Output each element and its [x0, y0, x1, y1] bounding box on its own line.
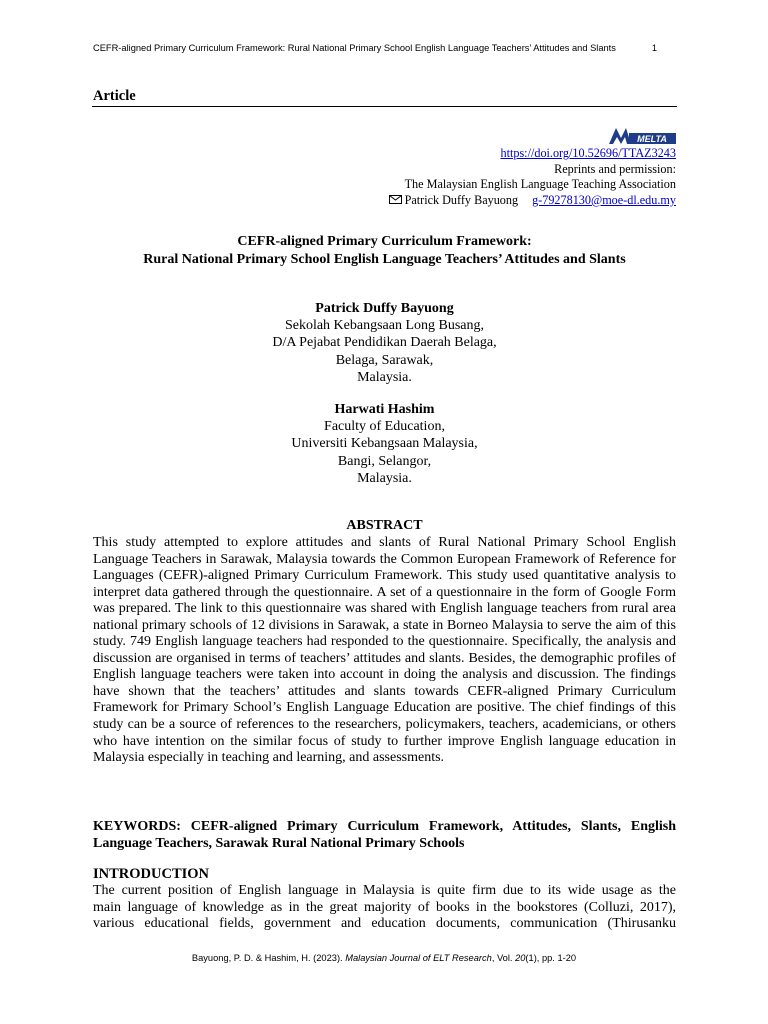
reprints-line-2: The Malaysian English Language Teaching Association	[404, 177, 676, 192]
introduction-line: The current position of English language in Malaysia is quite firm due to its wide usage as the	[93, 883, 676, 898]
keywords: KEYWORDS: CEFR-aligned Primary Curriculum Framework, Attitudes, Slants, English Language Teachers, Sarawak Rural National Primary Schools	[93, 819, 676, 851]
introduction-heading: INTRODUCTION	[93, 866, 210, 882]
abstract-text: This study attempted to explore attitudes and slants of Rural National Primary School English Language Teachers in Sarawak, Malaysia towards the Common European Framework of Reference for Languages (CEFR)-aligned Primary Curriculum Framework. This study used quantitative analysis to interpret data gathered through the questionnaire. A set of a questionnaire in the form of Google Form was prepared. The link to this questionnaire was shared with English language teachers from rural area national primary schools of 12 divisions in Sarawak, a state in Borneo Malaysia to serve the aim of this study. 749 English language teachers had responded to the questionnaire. Specifically, the analysis and discussion are organised in terms of teachers’ attitudes and slants. Besides, the demographic profiles of English language teachers were taken into account in doing the analysis and discussion. The findings have shown that the teachers’ attitudes and slants towards CEFR-aligned Primary Curriculum Framework for Primary School’s English Language Education are positive. The chief findings of this study can be a source of references to the researchers, policymakers, teachers, academicians, or others who have intention on the similar focus of study to further improve English language education in Malaysia especially in teaching and learning, and assessments.	[93, 535, 676, 766]
reprints-line-1: Reprints and permission:	[554, 161, 676, 176]
introduction-text	[93, 883, 676, 933]
affiliation-line: D/A Pejabat Pendidikan Daerah Belaga,	[272, 335, 497, 351]
footer-authors: Bayuong, P. D. & Hashim, H. (2023).	[191, 953, 346, 963]
running-head-title: CEFR-aligned Primary Curriculum Framework: Rural National Primary School English Language Teachers’ Attitudes and Slants	[93, 43, 616, 53]
affiliation-line: Malaysia.	[357, 369, 412, 385]
introduction-line: various educational fields, government and education documents, communication (Thirusanku	[93, 916, 676, 932]
citation-footer	[0, 953, 768, 963]
affiliation-line: Faculty of Education,	[324, 419, 445, 435]
affiliation-line: Sekolah Kebangsaan Long Busang,	[284, 318, 485, 334]
author-2	[93, 401, 676, 487]
paper-title-line-1: CEFR-aligned Primary Curriculum Framework:	[237, 234, 532, 249]
header-rule	[92, 106, 677, 107]
introduction-line: main language of knowledge as in the great majority of books in the bookstores (Colluzi, 2017),	[93, 899, 676, 915]
page-number: 1	[651, 43, 657, 53]
contact-line	[389, 193, 676, 209]
melta-logo	[607, 124, 676, 146]
contact-name: Patrick Duffy Bayuong	[404, 192, 519, 207]
affiliation-line: Bangi, Selangor,	[337, 453, 432, 469]
envelope-icon	[389, 193, 402, 202]
article-meta	[389, 146, 676, 208]
footer-issue: (1), pp. 1-20	[525, 953, 577, 963]
melta-logo-text: MELTA	[637, 134, 667, 144]
abstract-heading: ABSTRACT	[346, 518, 423, 533]
paper-title-line-2: Rural National Primary School English Language Teachers’ Attitudes and Slants	[143, 251, 626, 267]
author-1	[93, 300, 676, 386]
doi-link[interactable]: https://doi.org/10.52696/TTAZ3243	[500, 146, 676, 160]
contact-email-link[interactable]: g-79278130@moe-dl.edu.my	[532, 192, 676, 207]
affiliation-line: Malaysia.	[357, 470, 412, 486]
footer-vol-prefix: , Vol.	[491, 953, 516, 963]
article-label: Article	[93, 88, 136, 104]
author-name: Patrick Duffy Bayuong	[315, 301, 454, 316]
footer-volume: 20	[515, 953, 526, 963]
paper-title	[93, 233, 676, 268]
footer-journal: Malaysian Journal of ELT Research	[345, 953, 492, 963]
author-name: Harwati Hashim	[334, 402, 435, 417]
affiliation-line: Belaga, Sarawak,	[335, 352, 434, 368]
affiliation-line: Universiti Kebangsaan Malaysia,	[291, 436, 478, 452]
running-head	[93, 43, 683, 53]
